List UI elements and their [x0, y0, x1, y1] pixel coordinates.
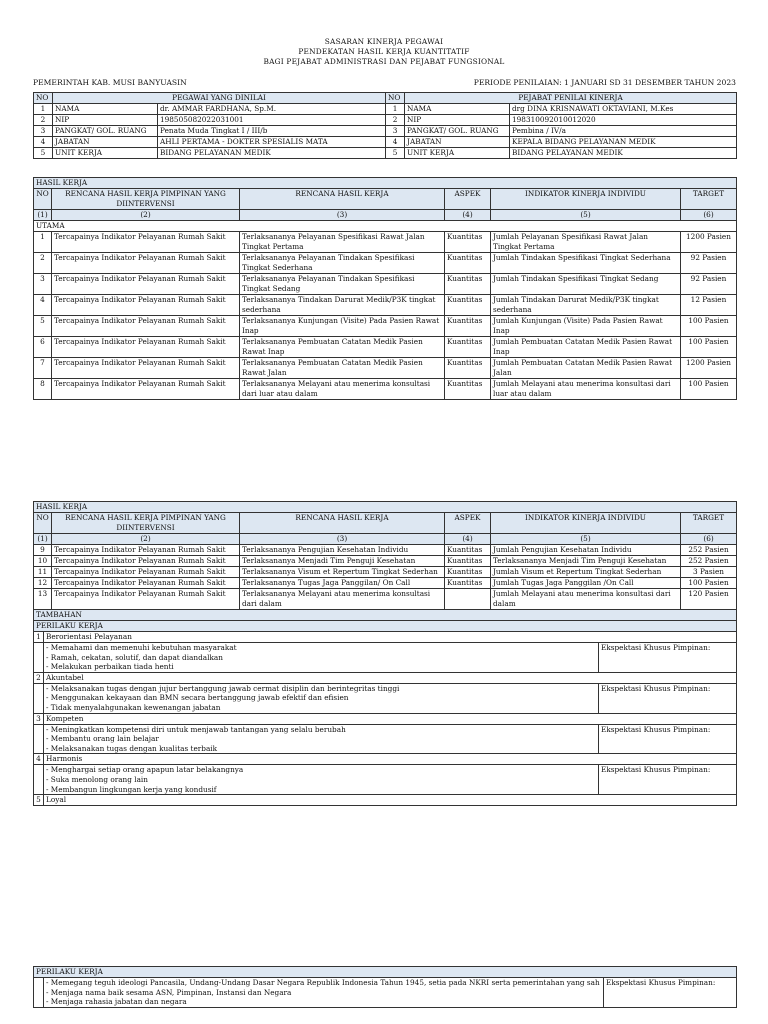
indent-cell [34, 724, 44, 754]
target-cell: 100 Pasien [681, 379, 737, 400]
aspek-cell: Kuantitas [445, 295, 491, 316]
perilaku-bullets [44, 683, 599, 713]
target-cell: 120 Pasien [681, 589, 737, 610]
field-value: KEPALA BIDANG PELAYANAN MEDIK [510, 137, 737, 148]
col-header-no: NO [34, 513, 52, 534]
row-number: 4 [34, 754, 44, 765]
table-row [34, 316, 737, 337]
identity-row [34, 126, 737, 137]
field-label: JABATAN [53, 137, 158, 148]
col-header-indikator: INDIKATOR KINERJA INDIVIDU [491, 513, 681, 534]
target-cell: 92 Pasien [681, 253, 737, 274]
target-cell: 100 Pasien [681, 337, 737, 358]
field-value: Pembina / IV/a [510, 126, 737, 137]
target-cell: 12 Pasien [681, 295, 737, 316]
perilaku-bullets [44, 724, 599, 754]
perilaku-title-row [34, 632, 737, 643]
target-cell: 92 Pasien [681, 274, 737, 295]
ekspektasi-label: Ekspektasi Khusus Pimpinan: [599, 724, 737, 754]
bullet-item: - Suka menolong orang lain [46, 774, 148, 784]
indikator-cell: Jumlah Visum et Repertum Tingkat Sederhan [491, 567, 681, 578]
row-number: 1 [34, 232, 52, 253]
bullet-item: - Melaksanakan tugas dengan kualitas terbaik [46, 743, 218, 753]
perilaku-bullets [44, 643, 599, 673]
target-cell: 100 Pasien [681, 316, 737, 337]
perilaku-bullets [44, 765, 599, 795]
perilaku-title: Harmonis [44, 754, 737, 765]
ekspektasi-label: Ekspektasi Khusus Pimpinan: [599, 683, 737, 713]
aspek-cell: Kuantitas [445, 379, 491, 400]
row-number: 1 [34, 632, 44, 643]
document-subtitle: PENDEKATAN HASIL KERJA KUANTITATIF [298, 47, 470, 56]
aspek-cell: Kuantitas [445, 253, 491, 274]
pimpinan-cell: Tercapainya Indikator Pelayanan Rumah Sakit [52, 295, 240, 316]
col-number: (5) [491, 534, 681, 545]
perilaku-title-row [34, 713, 737, 724]
rencana-cell: Terlaksananya Tugas Jaga Panggilan/ On Call [240, 578, 445, 589]
section-row [34, 621, 737, 632]
pimpinan-cell: Tercapainya Indikator Pelayanan Rumah Sakit [52, 232, 240, 253]
col-number: (2) [52, 534, 240, 545]
row-number: 10 [34, 556, 52, 567]
pimpinan-cell: Tercapainya Indikator Pelayanan Rumah Sakit [52, 589, 240, 610]
col-header-aspek: ASPEK [445, 189, 491, 210]
aspek-cell: Kuantitas [445, 578, 491, 589]
identity-header-row [34, 93, 737, 104]
target-cell: 3 Pasien [681, 567, 737, 578]
perilaku-rows [34, 632, 737, 806]
bullet-item: - Menjaga nama baik sesama ASN, Pimpinan, Instansi dan Negara [46, 987, 292, 997]
table-row [34, 589, 737, 610]
table-row [34, 567, 737, 578]
bullet-item: - Memahami dan memenuhi kebutuhan masyarakat [46, 643, 237, 652]
indikator-cell: Jumlah Pengujian Kesehatan Individu [491, 545, 681, 556]
loyal-bullets [44, 978, 604, 1008]
identity-table [33, 92, 737, 159]
pimpinan-cell: Tercapainya Indikator Pelayanan Rumah Sakit [52, 253, 240, 274]
perilaku-title-row [34, 754, 737, 765]
hasil-kerja-label: HASIL KERJA [34, 178, 737, 189]
rencana-cell: Terlaksananya Melayani atau menerima konsultasi dari dalam [240, 589, 445, 610]
row-number: 6 [34, 337, 52, 358]
identity-row [34, 115, 737, 126]
aspek-cell: Kuantitas [445, 274, 491, 295]
col-header-pimpinan: RENCANA HASIL KERJA PIMPINAN YANG DIINTERVENSI [52, 513, 240, 534]
perilaku-kerja-table-continued [33, 966, 737, 1008]
bullet-item: - Memegang teguh ideologi Pancasila, Undang-Undang Dasar Negara Republik Indonesia Tahun 1945, setia pada NKRI serta pemerintahan yang sah [46, 978, 600, 987]
pimpinan-cell: Tercapainya Indikator Pelayanan Rumah Sakit [52, 545, 240, 556]
perilaku-detail-row [34, 978, 737, 1008]
field-label: NAMA [405, 104, 510, 115]
field-label: PANGKAT/ GOL. RUANG [53, 126, 158, 137]
rencana-cell: Terlaksananya Pelayanan Spesifikasi Rawat Jalan Tingkat Pertama [240, 232, 445, 253]
bullet-item: - Meningkatkan kompetensi diri untuk menjawab tantangan yang selalu berubah [46, 724, 346, 734]
field-value: BIDANG PELAYANAN MEDIK [510, 148, 737, 159]
column-header-row [34, 189, 737, 210]
indikator-cell: Jumlah Pembuatan Catatan Medik Pasien Rawat Inap [491, 337, 681, 358]
row-number: 4 [34, 137, 53, 148]
perilaku-title-row [34, 672, 737, 683]
perilaku-title: Berorientasi Pelayanan [44, 632, 737, 643]
identity-row [34, 148, 737, 159]
indikator-cell: Jumlah Tindakan Spesifikasi Tingkat Sedang [491, 274, 681, 295]
meta-line [33, 78, 736, 87]
periode-label: PERIODE PENILAIAN: 1 JANUARI SD 31 DESEMBER TAHUN 2023 [473, 78, 736, 87]
field-label: PANGKAT/ GOL. RUANG [405, 126, 510, 137]
pimpinan-cell: Tercapainya Indikator Pelayanan Rumah Sakit [52, 316, 240, 337]
rencana-cell: Terlaksananya Visum et Repertum Tingkat Sederhan [240, 567, 445, 578]
pimpinan-cell: Tercapainya Indikator Pelayanan Rumah Sakit [52, 578, 240, 589]
table-row [34, 358, 737, 379]
pimpinan-cell: Tercapainya Indikator Pelayanan Rumah Sakit [52, 358, 240, 379]
rencana-cell: Terlaksananya Melayani atau menerima konsultasi dari luar atau dalam [240, 379, 445, 400]
col-number: (4) [445, 534, 491, 545]
document-subtitle-2: BAGI PEJABAT ADMINISTRASI DAN PEJABAT FUNGSIONAL [263, 57, 505, 66]
row-number: 5 [386, 148, 405, 159]
indikator-cell: Jumlah Pembuatan Catatan Medik Pasien Rawat Jalan [491, 358, 681, 379]
row-number: 12 [34, 578, 52, 589]
field-label: NIP [405, 115, 510, 126]
bullet-item: - Ramah, cekatan, solutif, dan dapat diandalkan [46, 652, 223, 662]
table-row [34, 578, 737, 589]
table-row [34, 337, 737, 358]
perilaku-title: Loyal [44, 795, 737, 806]
field-value: 198505082022031001 [158, 115, 386, 126]
table-row [34, 274, 737, 295]
field-label: NIP [53, 115, 158, 126]
aspek-cell: Kuantitas [445, 337, 491, 358]
section-row [34, 967, 737, 978]
col-header-target: TARGET [681, 189, 737, 210]
row-number: 1 [34, 104, 53, 115]
column-number-row [34, 210, 737, 221]
section-row [34, 610, 737, 621]
indent-cell [34, 765, 44, 795]
col-number: (2) [52, 210, 240, 221]
ekspektasi-label: Ekspektasi Khusus Pimpinan: [599, 765, 737, 795]
section-row [34, 178, 737, 189]
row-number: 1 [386, 104, 405, 115]
perilaku-title-row [34, 795, 737, 806]
indikator-cell: Jumlah Tugas Jaga Panggilan /On Call [491, 578, 681, 589]
field-value: dr. AMMAR FARDHANA, Sp.M. [158, 104, 386, 115]
indikator-cell: Jumlah Tindakan Darurat Medik/P3K tingkat sederhana [491, 295, 681, 316]
row-number: 9 [34, 545, 52, 556]
column-number-row [34, 534, 737, 545]
row-number: 11 [34, 567, 52, 578]
row-number: 5 [34, 316, 52, 337]
indent-cell [34, 683, 44, 713]
aspek-cell: Kuantitas [445, 545, 491, 556]
no-header: NO [34, 93, 53, 104]
bullet-item: - Melaksanakan tugas dengan jujur bertanggung jawab cermat disiplin dan berintegritas tinggi [46, 683, 400, 693]
col-header-target: TARGET [681, 513, 737, 534]
indikator-cell: Jumlah Melayani atau menerima konsultasi dari dalam [491, 589, 681, 610]
indikator-cell: Jumlah Kunjungan (Visite) Pada Pasien Rawat Inap [491, 316, 681, 337]
rencana-cell: Terlaksananya Pembuatan Catatan Medik Pasien Rawat Jalan [240, 358, 445, 379]
bullet-item: - Membangun lingkungan kerja yang kondusif [46, 784, 217, 794]
ekspektasi-label: Ekspektasi Khusus Pimpinan: [599, 643, 737, 673]
rencana-cell: Terlaksananya Menjadi Tim Penguji Kesehatan [240, 556, 445, 567]
indikator-cell: Jumlah Melayani atau menerima konsultasi dari luar atau dalam [491, 379, 681, 400]
perilaku-detail-row [34, 724, 737, 754]
col-header-no: NO [34, 189, 52, 210]
hasil-kerja-table-continued [33, 501, 737, 806]
hasil-kerja-table [33, 177, 737, 400]
table-row [34, 295, 737, 316]
rencana-cell: Terlaksananya Kunjungan (Visite) Pada Pasien Rawat Inap [240, 316, 445, 337]
rencana-cell: Terlaksananya Tindakan Darurat Medik/P3K tingkat sederhana [240, 295, 445, 316]
row-number: 3 [386, 126, 405, 137]
aspek-cell: Kuantitas [445, 358, 491, 379]
col-number: (6) [681, 210, 737, 221]
bullet-item: - Tidak menyalahgunakan kewenangan jabatan [46, 702, 221, 712]
field-label: NAMA [53, 104, 158, 115]
pimpinan-cell: Tercapainya Indikator Pelayanan Rumah Sakit [52, 567, 240, 578]
col-number: (5) [491, 210, 681, 221]
pimpinan-cell: Tercapainya Indikator Pelayanan Rumah Sakit [52, 556, 240, 567]
row-number: 3 [34, 126, 53, 137]
pegawai-dinilai-header: PEGAWAI YANG DINILAI [53, 93, 386, 104]
row-number: 5 [34, 795, 44, 806]
aspek-cell: Kuantitas [445, 232, 491, 253]
aspek-cell: Kuantitas [445, 316, 491, 337]
row-number: 13 [34, 589, 52, 610]
identity-row [34, 137, 737, 148]
row-number: 4 [34, 295, 52, 316]
indent-cell [34, 978, 44, 1008]
table-row [34, 379, 737, 400]
utama-label: UTAMA [34, 221, 737, 232]
perilaku-title: Akuntabel [44, 672, 737, 683]
col-header-aspek: ASPEK [445, 513, 491, 534]
perilaku-detail-row [34, 643, 737, 673]
rencana-cell: Terlaksananya Pelayanan Tindakan Spesifikasi Tingkat Sederhana [240, 253, 445, 274]
section-row [34, 502, 737, 513]
field-label: JABATAN [405, 137, 510, 148]
aspek-cell [445, 589, 491, 610]
indikator-cell: Terlaksananya Menjadi Tim Penguji Kesehatan [491, 556, 681, 567]
field-value: AHLI PERTAMA - DOKTER SPESIALIS MATA [158, 137, 386, 148]
col-number: (1) [34, 210, 52, 221]
pimpinan-cell: Tercapainya Indikator Pelayanan Rumah Sakit [52, 337, 240, 358]
indent-cell [34, 643, 44, 673]
target-cell: 1200 Pasien [681, 232, 737, 253]
col-number: (1) [34, 534, 52, 545]
row-number: 2 [386, 115, 405, 126]
hasil-kerja-label: HASIL KERJA [34, 502, 737, 513]
pimpinan-cell: Tercapainya Indikator Pelayanan Rumah Sakit [52, 274, 240, 295]
table-row [34, 253, 737, 274]
rencana-cell: Terlaksananya Pembuatan Catatan Medik Pasien Rawat Inap [240, 337, 445, 358]
document-title: SASARAN KINERJA PEGAWAI [324, 37, 444, 46]
pimpinan-cell: Tercapainya Indikator Pelayanan Rumah Sakit [52, 379, 240, 400]
col-header-indikator: INDIKATOR KINERJA INDIVIDU [491, 189, 681, 210]
perilaku-detail-row [34, 683, 737, 713]
perilaku-kerja-label: PERILAKU KERJA [34, 967, 737, 978]
bullet-item: - Membantu orang lain belajar [46, 734, 159, 744]
table-row [34, 556, 737, 567]
identity-row [34, 104, 737, 115]
bullet-item: - Menghargai setiap orang apapun latar belakangnya [46, 765, 244, 775]
col-number: (6) [681, 534, 737, 545]
document-title-block [0, 37, 768, 67]
pejabat-penilai-header: PEJABAT PENILAI KINERJA [405, 93, 737, 104]
row-number: 8 [34, 379, 52, 400]
bullet-item: - Menggunakan kekayaan dan BMN secara bertanggung jawab efektif dan efisien [46, 693, 349, 703]
row-number: 2 [34, 115, 53, 126]
target-cell: 1200 Pasien [681, 358, 737, 379]
perilaku-kerja-label: PERILAKU KERJA [34, 621, 737, 632]
field-label: UNIT KERJA [53, 148, 158, 159]
row-number: 2 [34, 253, 52, 274]
indikator-cell: Jumlah Pelayanan Spesifikasi Rawat Jalan Tingkat Pertama [491, 232, 681, 253]
rencana-cell: Terlaksananya Pelayanan Tindakan Spesifikasi Tingkat Sedang [240, 274, 445, 295]
col-number: (3) [240, 210, 445, 221]
target-cell: 252 Pasien [681, 556, 737, 567]
aspek-cell: Kuantitas [445, 556, 491, 567]
perilaku-title: Kompeten [44, 713, 737, 724]
field-value: Penata Muda Tingkat I / III/b [158, 126, 386, 137]
indikator-cell: Jumlah Tindakan Spesifikasi Tingkat Sederhana [491, 253, 681, 274]
field-value: BIDANG PELAYANAN MEDIK [158, 148, 386, 159]
field-label: UNIT KERJA [405, 148, 510, 159]
no-header: NO [386, 93, 405, 104]
target-cell: 100 Pasien [681, 578, 737, 589]
tambahan-label: TAMBAHAN [34, 610, 737, 621]
ekspektasi-label: Ekspektasi Khusus Pimpinan: [604, 978, 737, 1008]
aspek-cell: Kuantitas [445, 567, 491, 578]
row-number: 7 [34, 358, 52, 379]
row-number: 3 [34, 274, 52, 295]
field-value: 198310092010012020 [510, 115, 737, 126]
row-number: 5 [34, 148, 53, 159]
hasil-rows-page1 [34, 232, 737, 400]
bullet-item: - Menjaga rahasia jabatan dan negara [46, 997, 187, 1007]
column-header-row [34, 513, 737, 534]
table-row [34, 232, 737, 253]
col-number: (4) [445, 210, 491, 221]
col-number: (3) [240, 534, 445, 545]
hasil-rows-page2 [34, 545, 737, 610]
row-number: 4 [386, 137, 405, 148]
target-cell: 252 Pasien [681, 545, 737, 556]
section-row [34, 221, 737, 232]
col-header-rencana: RENCANA HASIL KERJA [240, 189, 445, 210]
col-header-pimpinan: RENCANA HASIL KERJA PIMPINAN YANG DIINTERVENSI [52, 189, 240, 210]
pemerintah-label: PEMERINTAH KAB. MUSI BANYUASIN [33, 78, 187, 87]
row-number: 3 [34, 713, 44, 724]
rencana-cell: Terlaksananya Pengujian Kesehatan Individu [240, 545, 445, 556]
field-value: drg DINA KRISNAWATI OKTAVIANI, M.Kes [510, 104, 737, 115]
table-row [34, 545, 737, 556]
perilaku-detail-row [34, 765, 737, 795]
bullet-item: - Melakukan perbaikan tiada henti [46, 662, 174, 672]
col-header-rencana: RENCANA HASIL KERJA [240, 513, 445, 534]
row-number: 2 [34, 672, 44, 683]
